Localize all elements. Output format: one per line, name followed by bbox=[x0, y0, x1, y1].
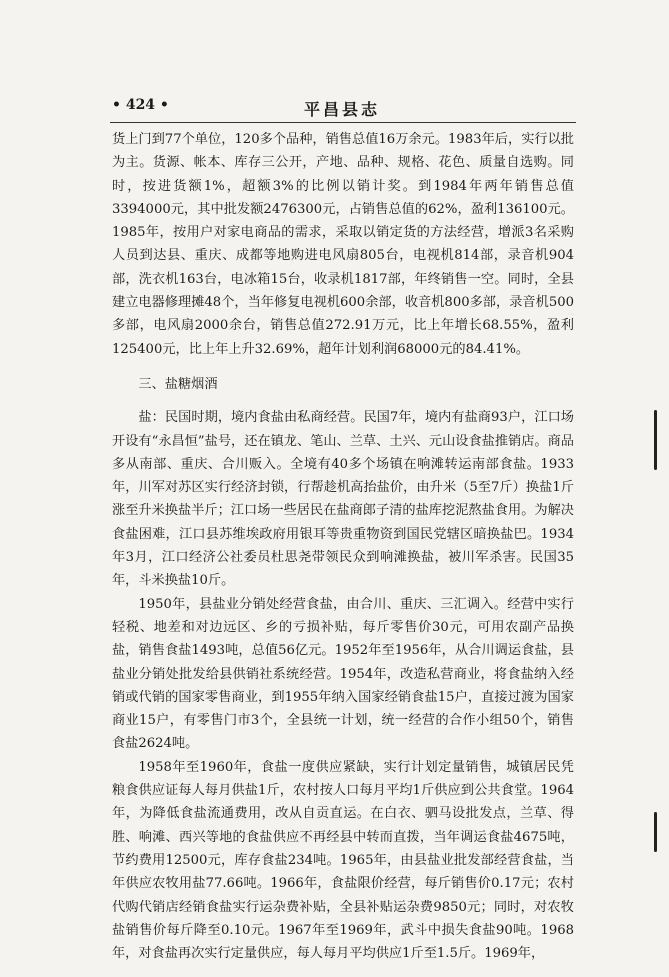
paragraph-salt-1950s: 1950年，县盐业分销处经营食盐，由合川、重庆、三汇调入。经营中实行轻税、地差和对边远区、乡的亏损补贴，每斤零售价30元，可用农副产品换盐，销售食盐1493吨，总值56亿元。1952年至1956年，从合川调运食盐，县盐业分销处批发给县供销社系统经营。1954年，改造私营商业，将食盐纳入经销或代销的国家零售商业，到1955年纳入国家经销食盐15户，直接过渡为国家商业15户，有零售门市3个，全县统一计划，统一经营的合作小组50个，销售食盐2624吨。 bbox=[112, 596, 574, 752]
book-title: 平昌县志 bbox=[303, 100, 380, 119]
page-header bbox=[112, 97, 572, 119]
paragraph-salt-1958-1969: 1958年至1960年，食盐一度供应紧缺，实行计划定量销售，城镇居民凭粮食供应证每人每月供盐1斤，农村按人口每月平均1斤供应到公共食堂。1964年，为降低食盐流通费用，改从自贡直运。在白衣、驷马设批发点，兰草、得胜、响滩、西兴等地的食盐供应不再经县中转而直拨，当年调运食盐4675吨，节约费用12500元，库存食盐234吨。1965年，由县盐业批发部经营食盐，当年供应农牧用盐77.66吨。1966年，食盐限价经营，每斤销售价0.17元；农村代购代销店经销食盐实行运杂费补贴，全县补贴运杂费9850元；同时，对农牧盐销售价每斤降至0.10元。1967年至1969年，武斗中损失食盐90吨。1968年，对食盐再次实行定量供应，每人每月平均供应1斤至1.5斤。1969年， bbox=[112, 759, 574, 962]
scan-edge-mark bbox=[654, 812, 657, 852]
page-number: • 424 • bbox=[112, 97, 169, 113]
body-text bbox=[112, 128, 574, 965]
scan-edge-mark bbox=[654, 410, 657, 470]
paragraph-salt-republic-era: 盐：民国时期，境内食盐由私商经营。民国7年，境内有盐商93户，江口场开设有“永昌恒”盐号，还在镇龙、笔山、兰草、土兴、元山设食盐推销店。商品多从南部、重庆、合川贩入。全境有40多个场镇在响滩转运南部食盐。1933年，川军对苏区实行经济封锁，行帮趁机高抬盐价，由升米（5至7斤）换盐1斤涨至升米换盐半斤；江口场一些居民在盐商郎子清的盐库挖泥熬盐食用。为解决食盐困难，江口县苏维埃政府用银耳等贵重物资到国民党辖区暗换盐巴。1934年3月，江口经济公社委员杜思尧带领民众到响滩换盐，被川军杀害。民国35年，斗米换盐10斤。 bbox=[112, 410, 574, 589]
paragraph-appliance-sales: 货上门到77个单位，120多个品种，销售总值16万余元。1983年后，实行以批为主。货源、帐本、库存三公开，产地、品种、规格、花色、质量自选购。同时，按进货额1%，超额3%的比例以销计奖。到1984年两年销售总值3394000元，其中批发额2476300元，占销售总值的62%，盈利136100元。1985年，按用户对家电商品的需求，采取以销定货的方法经营，增派3名采购人员到达县、重庆、成都等地购进电风扇805台，电视机814部，录音机904部，洗衣机163台，电冰箱15台，收录机1817部，年终销售一空。同时，全县建立电器修理摊48个，当年修复电视机600余部，收音机800多部，录音机500多部，电风扇2000余台，销售总值272.91万元，比上年增长68.55%，盈利125400元，比上年上升32.69%，超年计划利润68000元的84.41%。 bbox=[112, 132, 574, 357]
section-title: 三、盐糖烟酒 bbox=[138, 376, 218, 392]
header-rule bbox=[110, 122, 576, 123]
